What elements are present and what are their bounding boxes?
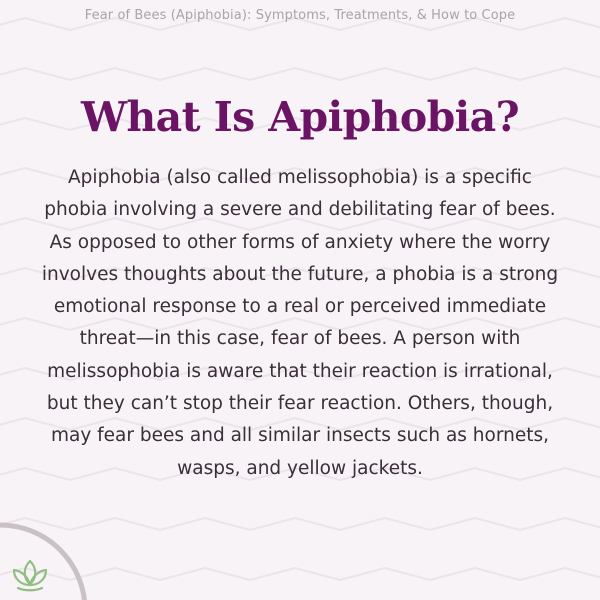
page-title: What Is Apiphobia?: [80, 93, 520, 141]
article-header-title: Fear of Bees (Apiphobia): Symptoms, Treatments, & How to Cope: [84, 8, 516, 23]
lotus-leaf-icon: [10, 557, 50, 593]
body-paragraph: Apiphobia (also called melissophobia) is a specific phobia involving a severe and debilitating fear of bees. As opposed to other forms of anxiety where the worry involves thoughts about the future, a phobia is a strong emotional response to a real or perceived immediate threat—in this case, fear of bees. A person with melissophobia is aware that their reaction is irrational, but they can’t stop their fear reaction. Others, though, may fear bees and all similar insects such as hornets, wasps, and yellow jackets.: [41, 167, 559, 479]
